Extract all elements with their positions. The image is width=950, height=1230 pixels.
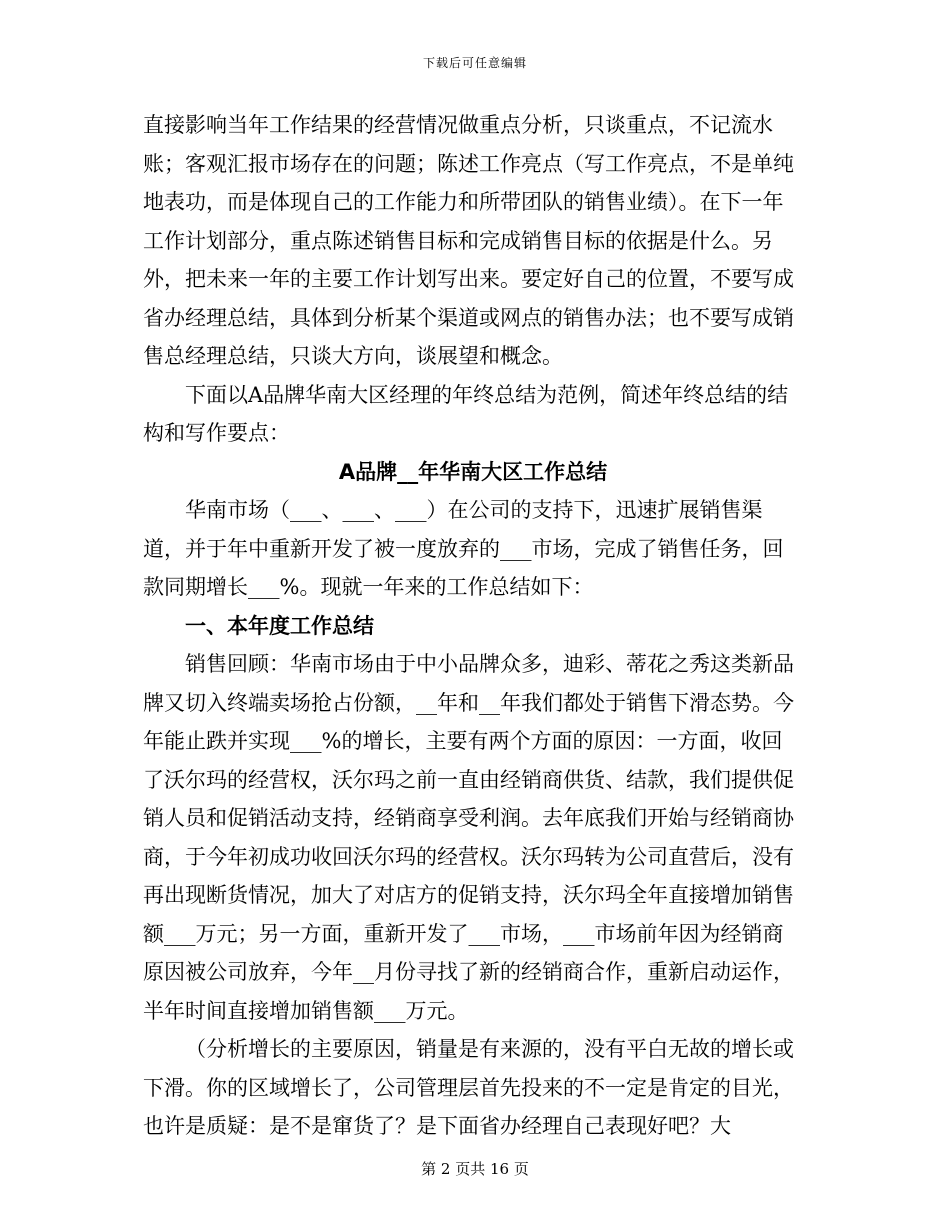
page-footer: 第 2 页共 16 页 bbox=[421, 1160, 529, 1178]
document-body bbox=[143, 106, 803, 1146]
paragraph-intro: 直接影响当年工作结果的经营情况做重点分析，只谈重点，不记流水账；客观汇报市场存在的问题；陈述工作亮点（写工作亮点，不是单纯地表功，而是体现自己的工作能力和所带团队的销售业绩）。在下一年工作计划部分，重点陈述销售目标和完成销售目标的依据是什么。另外，把未来一年的主要工作计划写出来。要定好自己的位置，不要写成省办经理总结，具体到分析某个渠道或网点的销售办法；也不要写成销售总经理总结，只谈大方向，谈展望和概念。 bbox=[143, 113, 794, 368]
paragraph-summary-opening: 华南市场（___、___、___）在公司的支持下，迅速扩展销售渠道，并于年中重新开发了被一度放弃的___市场，完成了销售任务，回款同期增长___%。现就一年来的工作总结如下： bbox=[143, 498, 784, 599]
page-header: 下载后可任意编辑 bbox=[422, 56, 527, 70]
section-heading: 一、本年度工作总结 bbox=[185, 613, 374, 638]
document-title: A品牌__年华南大区工作总结 bbox=[338, 459, 608, 484]
paragraph-sales-review: 销售回顾：华南市场由于中小品牌众多，迪彩、蒂花之秀这类新品牌又切入终端卖场抢占份额，__年和__年我们都处于销售下滑态势。今年能止跌并实现___%的增长，主要有两个方面的原因：一方面，收回了沃尔玛的经营权，沃尔玛之前一直由经销商供货、结款，我们提供促销人员和促销活动支持，经销商享受利润。去年底我们开始与经销商协商，于今年初成功收回沃尔玛的经营权。沃尔玛转为公司直营后，没有再出现断货情况，加大了对店方的促销支持，沃尔玛全年直接增加销售额___万元；另一方面，重新开发了___市场，___市场前年因为经销商原因被公司放弃，今年__月份寻找了新的经销商合作，重新启动运作，半年时间直接增加销售额___万元。 bbox=[143, 652, 794, 1023]
paragraph-analysis-note: （分析增长的主要原因，销量是有来源的，没有平白无故的增长或下滑。你的区域增长了，公司管理层首先投来的不一定是肯定的目光，也许是质疑：是不是窜货了？是下面省办经理自己表现好吧？大 bbox=[143, 1037, 794, 1138]
paragraph-example-intro: 下面以A品牌华南大区经理的年终总结为范例，简述年终总结的结构和写作要点： bbox=[143, 382, 789, 445]
